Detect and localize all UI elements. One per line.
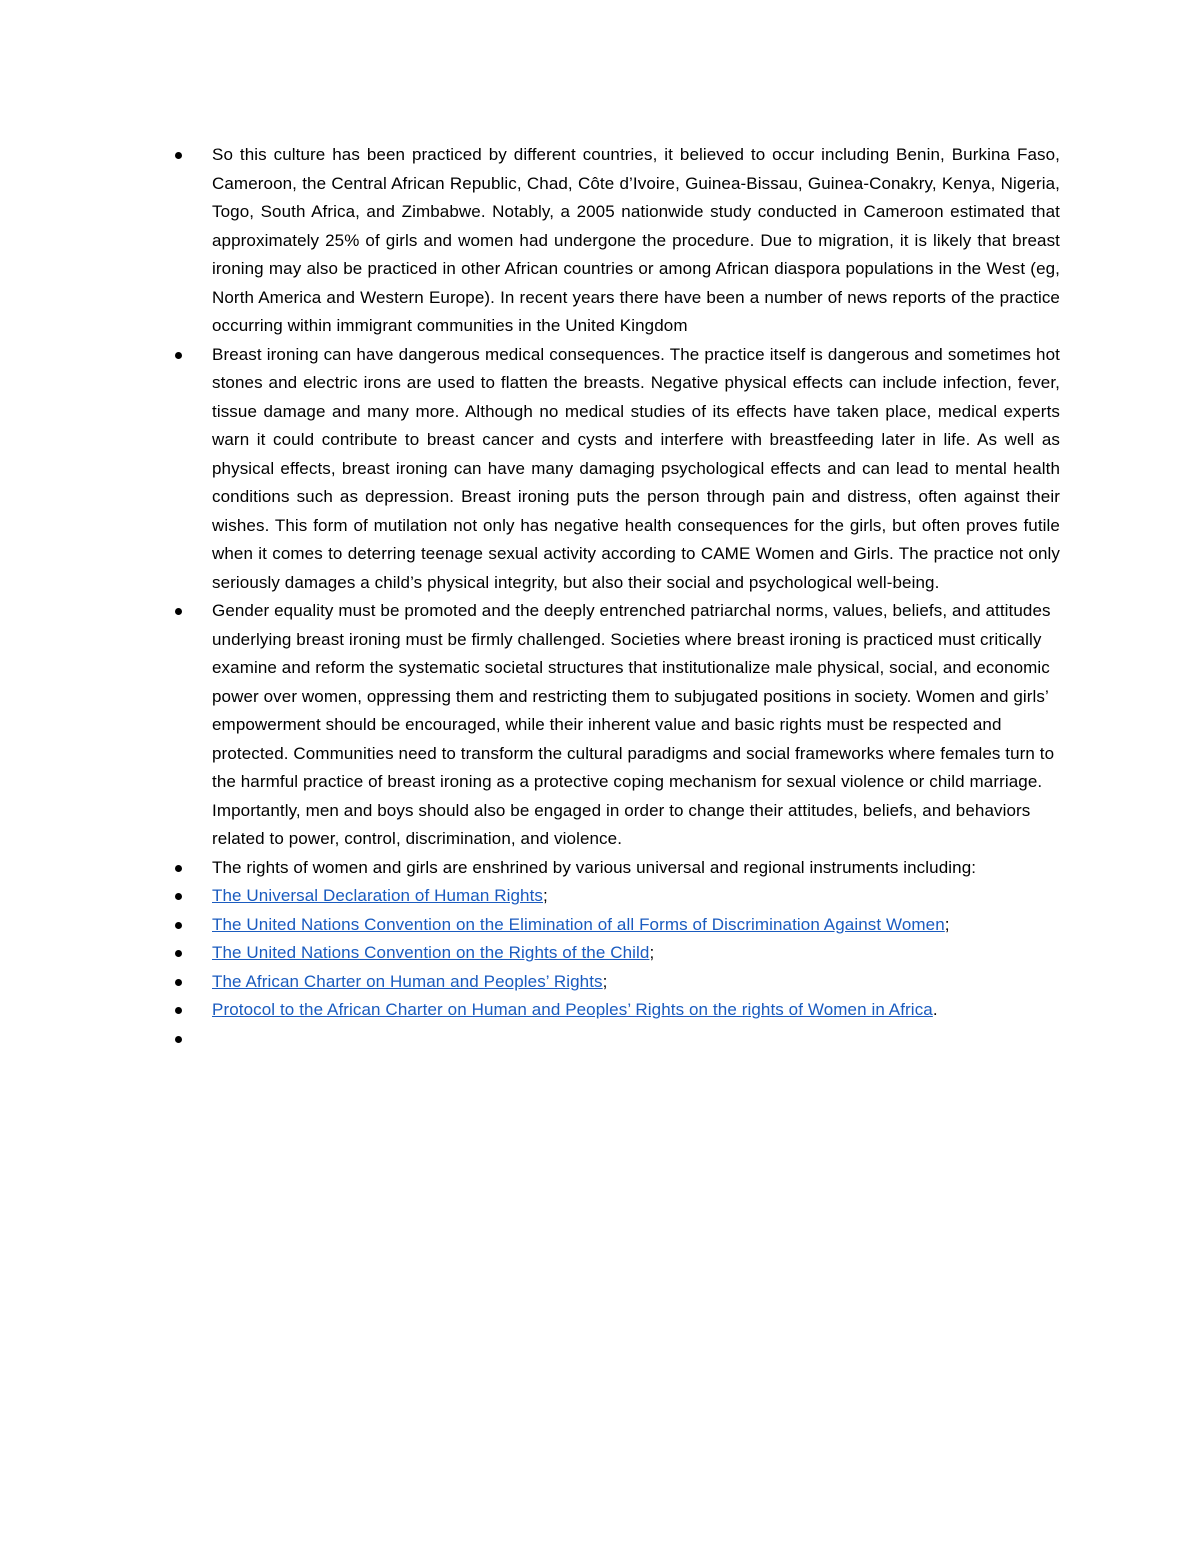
bullet-icon <box>175 608 182 615</box>
list-item-medical-consequences <box>168 341 1060 598</box>
paragraph-text: So this culture has been practiced by different countries, it believed to occur including Benin, Burkina Faso, Cameroon, the Central African Republic, Chad, Côte d’Ivoire, Guinea-Bissau, Guinea-Conakry, Kenya, Nigeria, Togo, South Africa, and Zimbabwe. Notably, a 2005 nationwide study conducted in Cameroon estimated that approximately 25% of girls and women had undergone the procedure. Due to migration, it is likely that breast ironing may also be practiced in other African countries or among African diaspora populations in the West (eg, North America and Western Europe). In recent years there have been a number of news reports of the practice occurring within immigrant communities in the United Kingdom <box>212 145 1060 335</box>
list-item-udhr <box>168 882 1060 911</box>
paragraph-text: Gender equality must be promoted and the deeply entrenched patriarchal norms, values, beliefs, and attitudes underlying breast ironing must be firmly challenged. Societies where breast ironing is practiced must critically examine and reform the systematic societal structures that institutionalize male physical, social, and economic power over women, oppressing them and restricting them to subjugated positions in society. Women and girls’ empowerment should be encouraged, while their inherent value and basic rights must be respected and protected. Communities need to transform the cultural paradigms and social frameworks where females turn to the harmful practice of breast ironing as a protective coping mechanism for sexual violence or child marriage. Importantly, men and boys should also be engaged in order to change their attitudes, beliefs, and behaviors related to power, control, discrimination, and violence. <box>212 601 1055 848</box>
paragraph-text: The rights of women and girls are enshrined by various universal and regional instruments including: <box>212 857 977 877</box>
bullet-icon <box>175 950 182 957</box>
list-item-countries <box>168 141 1060 341</box>
item-suffix: . <box>932 1000 938 1019</box>
bullet-icon <box>175 1007 182 1014</box>
link-cedaw[interactable]: The United Nations Convention on the Elimination of all Forms of Discrimination Against Women <box>212 914 945 934</box>
list-item-maputo-protocol <box>168 996 1060 1025</box>
bullet-icon <box>175 1036 182 1043</box>
list-item-african-charter <box>168 968 1060 997</box>
link-universal-declaration[interactable]: The Universal Declaration of Human Rights <box>212 886 544 905</box>
bullet-icon <box>175 893 182 900</box>
bullet-list <box>168 141 1060 1053</box>
bullet-icon <box>175 922 182 929</box>
item-suffix: ; <box>649 943 655 962</box>
list-item-gender-equality <box>168 597 1060 854</box>
bullet-icon <box>175 865 182 872</box>
list-item-rights-intro <box>168 854 1060 883</box>
bullet-icon <box>175 152 182 159</box>
list-item-empty <box>168 1025 1060 1054</box>
list-item-crc <box>168 939 1060 968</box>
paragraph-text: Breast ironing can have dangerous medical consequences. The practice itself is dangerous and sometimes hot stones and electric irons are used to flatten the breasts. Negative physical effects can include infection, fever, tissue damage and many more. Although no medical studies of its effects have taken place, medical experts warn it could contribute to breast cancer and cysts and interfere with breastfeeding later in life. As well as physical effects, breast ironing can have many damaging psychological effects and can lead to mental health conditions such as depression. Breast ironing puts the person through pain and distress, often against their wishes. This form of mutilation not only has negative health consequences for the girls, but often proves futile when it comes to deterring teenage sexual activity according to CAME Women and Girls. The practice not only seriously damages a child’s physical integrity, but also their social and psychological well-being. <box>212 344 1060 592</box>
list-item-cedaw <box>168 911 1060 940</box>
empty-line <box>212 1025 1060 1054</box>
link-african-charter[interactable]: The African Charter on Human and Peoples’ Rights <box>212 971 603 991</box>
item-suffix: ; <box>543 886 548 905</box>
item-suffix: ; <box>602 971 608 991</box>
link-rights-of-child[interactable]: The United Nations Convention on the Rights of the Child <box>212 943 650 962</box>
bullet-icon <box>175 979 182 986</box>
bullet-icon <box>175 352 182 359</box>
item-suffix: ; <box>944 914 950 934</box>
link-maputo-protocol[interactable]: Protocol to the African Charter on Human and Peoples’ Rights on the rights of Women in Africa <box>212 1000 933 1019</box>
